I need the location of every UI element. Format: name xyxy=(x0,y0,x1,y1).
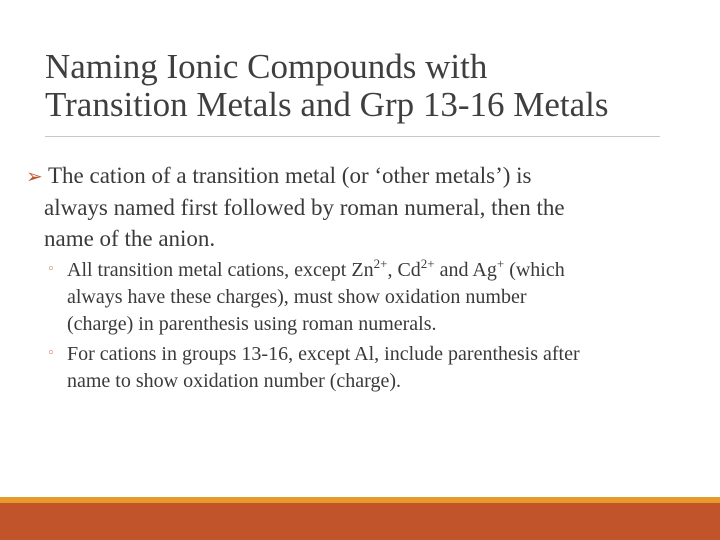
sub-bullet-2-line-1 xyxy=(47,340,697,368)
main-bullet-text-1: The cation of a transition metal (or ‘other metals’) is xyxy=(48,163,532,188)
title-divider xyxy=(45,136,660,137)
footer-bar xyxy=(0,503,720,540)
sub-bullet-1-text-b: , Cd xyxy=(387,259,421,281)
sub-bullet-transition-metals xyxy=(47,256,697,338)
sub-bullet-1-text-d: (which xyxy=(504,259,565,281)
slide-title-line-2: Transition Metals and Grp 13-16 Metals xyxy=(45,85,609,124)
circle-bullet-icon: ◦ xyxy=(47,346,55,361)
sub-bullet-groups-13-16 xyxy=(47,340,697,395)
sub-bullet-1-line-3: (charge) in parenthesis using roman numerals. xyxy=(67,313,437,335)
main-bullet-line-3: name of the anion. xyxy=(44,226,216,251)
sub-bullet-1-line-2: always have these charges), must show oxidation number xyxy=(67,286,527,308)
main-bullet-line-2: always named first followed by roman numeral, then the xyxy=(44,195,565,220)
slide-title-line-1: Naming Ionic Compounds with xyxy=(45,47,488,86)
zn-charge: 2+ xyxy=(373,256,388,271)
circle-bullet-icon: ◦ xyxy=(47,262,55,277)
main-bullet xyxy=(26,160,696,254)
sub-bullet-1-line-1 xyxy=(47,256,697,284)
sub-bullet-2-text: For cations in groups 13-16, except Al, include parenthesis after xyxy=(67,343,580,365)
cd-charge: 2+ xyxy=(420,256,435,271)
sub-bullet-1-text-a: All transition metal cations, except Zn xyxy=(67,259,374,281)
sub-bullet-1-text-c: and Ag xyxy=(434,259,497,281)
sub-bullet-2-line-2: name to show oxidation number (charge). xyxy=(67,370,401,392)
slide-title xyxy=(45,48,695,124)
arrow-bullet-icon: ➢ xyxy=(26,164,43,188)
ag-charge: + xyxy=(496,256,505,271)
main-bullet-line-1 xyxy=(26,160,696,192)
